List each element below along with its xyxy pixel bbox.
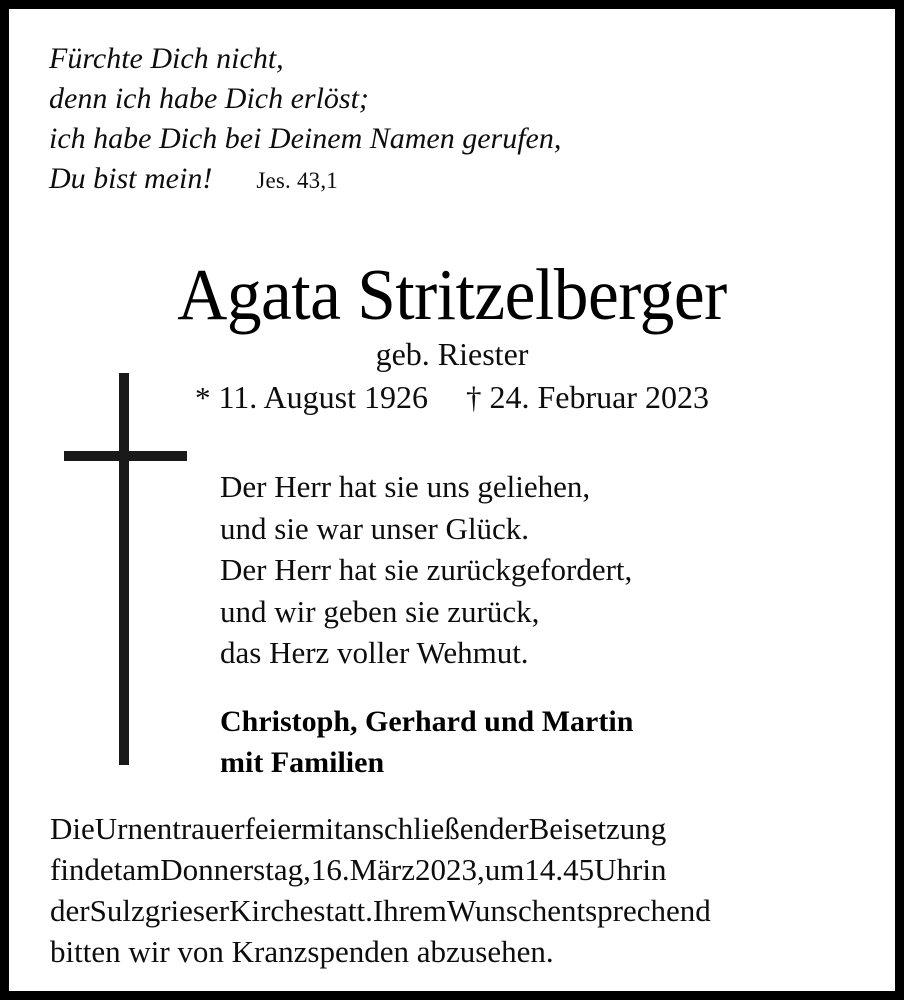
poem-line-5: das Herz voller Wehmut. (220, 635, 529, 670)
verse-line-2: denn ich habe Dich erlöst; (49, 82, 369, 115)
arrangements-line-2 (50, 849, 870, 890)
word: 14.45 (524, 852, 595, 887)
latin-cross-icon (64, 373, 187, 765)
verse-line-4-row (49, 159, 749, 201)
born-star-icon: * (194, 380, 211, 415)
word: Urnentrauerfeier (94, 811, 302, 846)
arrangements-line-3 (50, 890, 870, 931)
word: Kirche (229, 893, 314, 928)
word: findet (50, 852, 123, 887)
word: statt. (313, 893, 373, 928)
verse-line-1: Fürchte Dich nicht, (49, 42, 284, 75)
word: der (50, 893, 90, 928)
mourners-line-1: Christoph, Gerhard und Martin (220, 705, 634, 738)
word: 16. (310, 852, 350, 887)
scripture-verse (49, 39, 749, 201)
maiden-name: geb. Riester (375, 336, 529, 372)
word: Ihrem (372, 893, 447, 928)
word: anschließender (342, 811, 529, 846)
cross-horizontal-bar (64, 451, 187, 461)
word: Wunsch (446, 893, 548, 928)
word: Sulzgrieser (89, 893, 230, 928)
word: entsprechend (547, 893, 711, 928)
verse-line-4: Du bist mein! (49, 162, 213, 195)
page-title: Agata Stritzelberger (177, 254, 727, 335)
verse-citation: Jes. 43,1 (256, 168, 338, 193)
word: 2023, (415, 852, 485, 887)
word: mit (301, 811, 343, 846)
cross-vertical-bar (119, 373, 129, 765)
word: Beisetzung (528, 811, 667, 846)
funeral-arrangements (50, 808, 870, 972)
arrangements-line-1 (50, 808, 870, 849)
poem-line-2: und sie war unser Glück. (220, 510, 530, 546)
word: Uhr (594, 852, 643, 887)
arrangements-line-4: bitten wir von Kranzspenden abzusehen. (50, 934, 554, 969)
notice-page (9, 9, 895, 991)
word: Donnerstag, (160, 852, 311, 887)
birth-date: 11. August 1926 (218, 379, 428, 415)
poem-line-4: und wir geben sie zurück, (220, 593, 540, 629)
mourners-line-2: mit Familien (220, 746, 385, 779)
word: um (484, 852, 525, 887)
died-dagger-icon: † (465, 380, 482, 415)
poem-line-1: Der Herr hat sie uns geliehen, (220, 469, 591, 504)
verse-line-3: ich habe Dich bei Deinem Namen gerufen, (49, 122, 562, 155)
death-date: 24. Februar 2023 (489, 379, 709, 415)
word: am (122, 852, 161, 887)
word: März (349, 852, 415, 887)
memorial-poem (220, 466, 820, 674)
poem-line-3: Der Herr hat sie zurückgefordert, (220, 552, 633, 587)
word: in (642, 852, 667, 887)
word: Die (50, 811, 95, 846)
mourners-block (220, 701, 820, 783)
